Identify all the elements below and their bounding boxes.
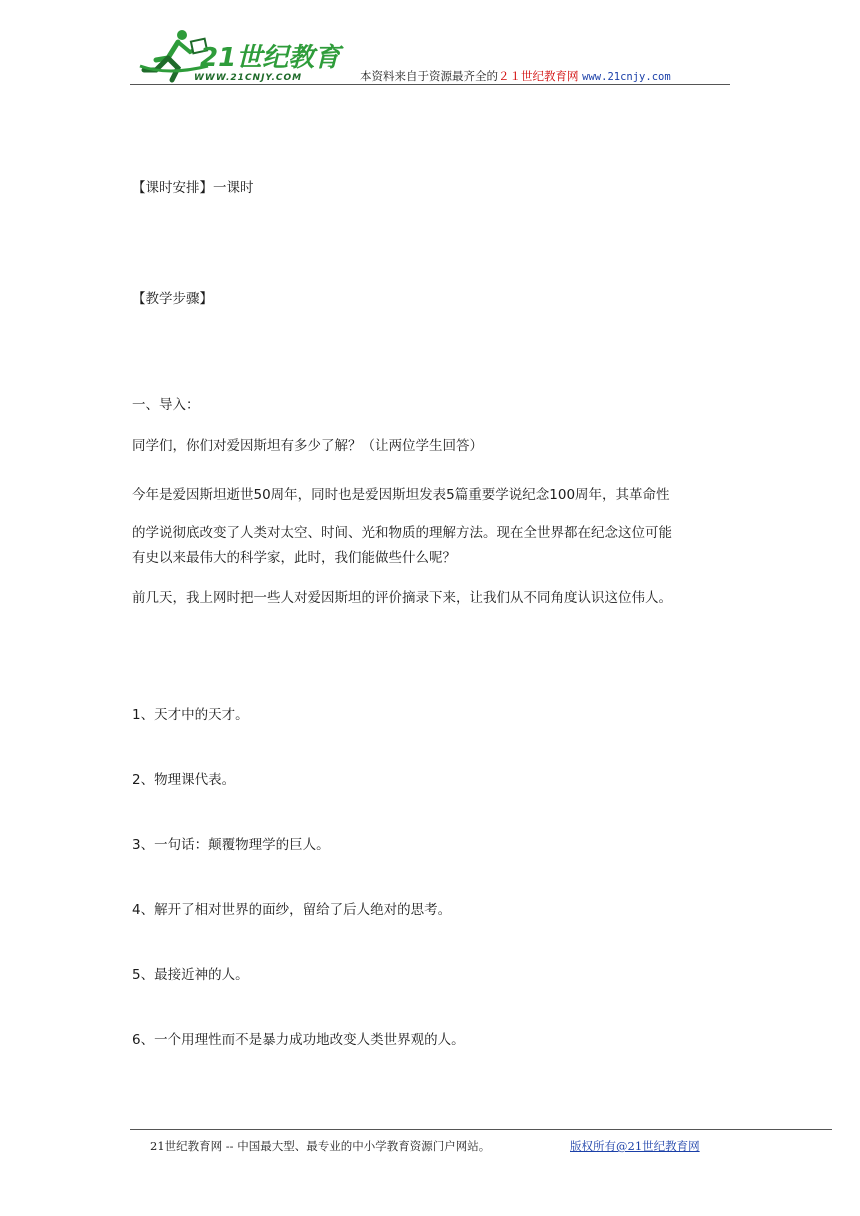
- site-logo: [138, 26, 348, 86]
- list-item: 2、物理课代表。: [132, 772, 236, 788]
- schedule-line: 【课时安排】一课时: [132, 180, 254, 196]
- header-source-url[interactable]: www.21cnjy.com: [582, 71, 671, 83]
- paragraph-line: 的学说彻底改变了人类对太空、时间、光和物质的理解方法。现在全世界都在纪念这位可能: [132, 525, 672, 541]
- list-item: 5、最接近神的人。: [132, 967, 249, 983]
- logo-url-text: WWW.21CNJY.COM: [194, 73, 303, 83]
- footer-divider: [130, 1129, 832, 1130]
- paragraph-line: 今年是爱因斯坦逝世50周年，同时也是爱因斯坦发表5篇重要学说纪念100周年，其革命性: [132, 487, 670, 503]
- paragraph-line: 同学们，你们对爱因斯坦有多少了解？（让两位学生回答）: [132, 438, 483, 454]
- steps-heading: 【教学步骤】: [132, 291, 213, 307]
- paragraph-line: 前几天，我上网时把一些人对爱因斯坦的评价摘录下来，让我们从不同角度认识这位伟人。: [132, 590, 672, 606]
- paragraph-line: 有史以来最伟大的科学家，此时，我们能做些什么呢？: [132, 550, 456, 566]
- section-title-intro: 一、导入：: [132, 397, 200, 413]
- header-divider: [130, 84, 730, 85]
- header-source-line: [360, 68, 671, 84]
- footer-text: 21世纪教育网 -- 中国最大型、最专业的中小学教育资源门户网站。: [150, 1139, 491, 1153]
- list-item: 3、一句话：颠覆物理学的巨人。: [132, 837, 330, 853]
- logo-text: 21世纪教育: [200, 43, 341, 73]
- footer-copyright-link[interactable]: 版权所有@21世纪教育网: [570, 1139, 700, 1153]
- header-source-site: ２１世纪教育网: [498, 69, 579, 83]
- list-item: 6、一个用理性而不是暴力成功地改变人类世界观的人。: [132, 1032, 465, 1048]
- list-item: 1、天才中的天才。: [132, 707, 249, 723]
- header-source-prefix: 本资料来自于资源最齐全的: [360, 69, 498, 83]
- list-item: 4、解开了相对世界的面纱，留给了后人绝对的思考。: [132, 902, 452, 918]
